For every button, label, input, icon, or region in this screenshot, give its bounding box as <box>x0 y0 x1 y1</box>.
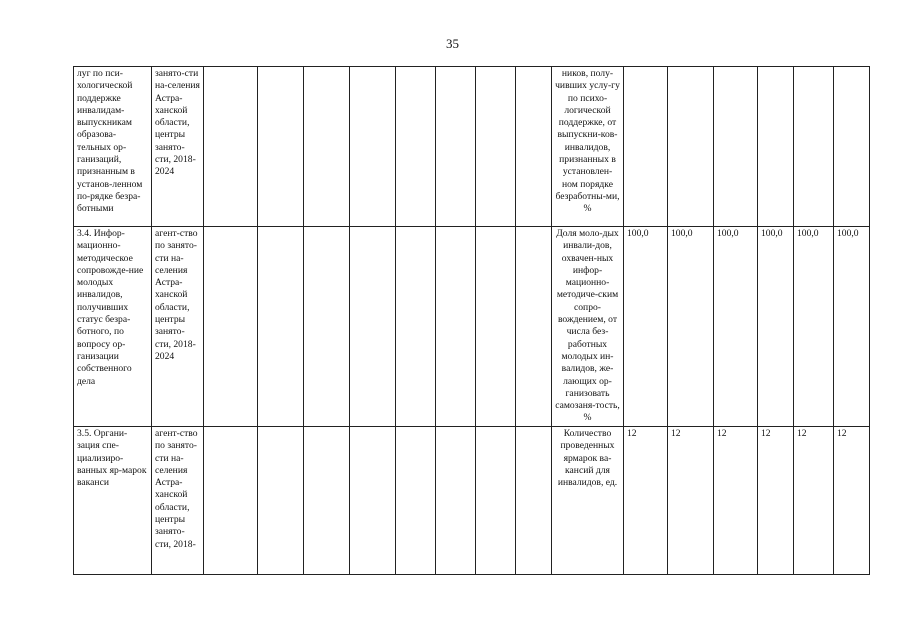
table-row <box>74 67 870 227</box>
measure-name: 3.4. Инфор-мационно-методическое сопровожде-ние молодых инвалидов, получивших статус безра-ботного, по вопросу ор-ганизации собственного дела <box>74 227 152 427</box>
measure-name: луг по пси-хологической поддержке инвалидам-выпускникам образова-тельных ор-ганизаций, признанным в установ-ленном по-рядке безра-ботными <box>74 67 152 227</box>
value-cell: 100,0 <box>624 227 668 427</box>
indicator-cell: Количество проведенных ярмарок ва-кансий для инвалидов, ед. <box>552 427 624 575</box>
value-cell <box>834 67 870 227</box>
value-cell: 12 <box>834 427 870 575</box>
value-cell <box>714 67 758 227</box>
executor-cell: агент-ство по занято-сти на-селения Астра-ханской области, центры занято-сти, 2018-2024 <box>152 227 204 427</box>
value-cell <box>668 67 714 227</box>
value-cell: 12 <box>668 427 714 575</box>
table-row <box>74 427 870 575</box>
value-cell: 100,0 <box>794 227 834 427</box>
value-cell <box>758 67 794 227</box>
executor-cell: агент-ство по занято-сти на-селения Астра-ханской области, центры занято-сти, 2018- <box>152 427 204 575</box>
value-cell <box>794 67 834 227</box>
program-table <box>73 66 870 575</box>
value-cell: 100,0 <box>834 227 870 427</box>
executor-cell: занято-сти на-селения Астра-ханской области, центры занято-сти, 2018-2024 <box>152 67 204 227</box>
value-cell: 12 <box>758 427 794 575</box>
page-number: 35 <box>446 36 459 51</box>
table-row <box>74 227 870 427</box>
measure-name: 3.5. Органи-зация спе-циализиро-ванных яр-марок ваканси <box>74 427 152 575</box>
indicator-cell: Доля моло-дых инвали-дов, охвачен-ных инфор-мационно-методиче-ским сопро-вождением, от числа без-работных молодых ин-валидов, же-лающих ор-ганизовать самозаня-тость, % <box>552 227 624 427</box>
value-cell: 12 <box>794 427 834 575</box>
value-cell: 100,0 <box>714 227 758 427</box>
value-cell: 100,0 <box>758 227 794 427</box>
value-cell: 100,0 <box>668 227 714 427</box>
value-cell: 12 <box>714 427 758 575</box>
value-cell <box>624 67 668 227</box>
indicator-cell: ников, полу-чивших услу-гу по психо-логической поддержке, от выпускни-ков-инвалидов, признанных в установлен-ном порядке безработны-ми, % <box>552 67 624 227</box>
value-cell: 12 <box>624 427 668 575</box>
